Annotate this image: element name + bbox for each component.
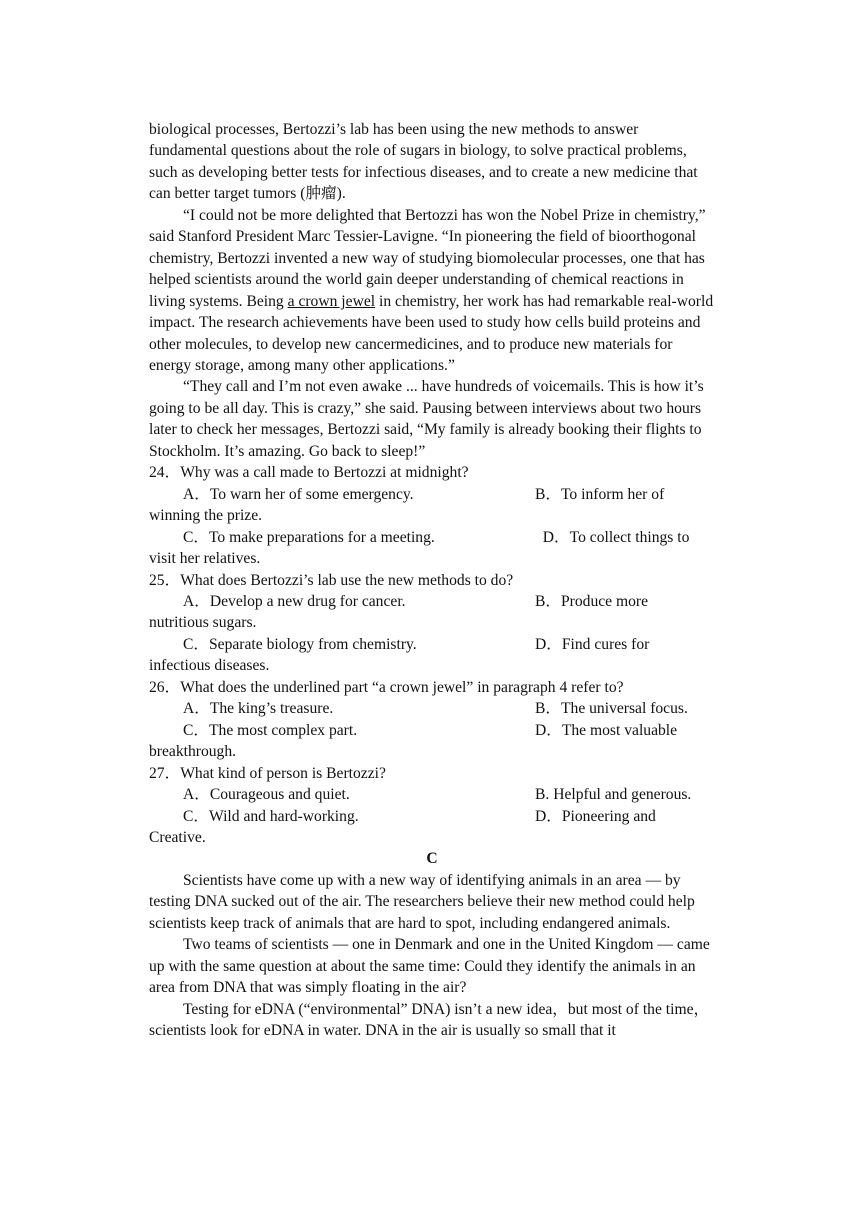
question-27-row-cd (149, 806, 715, 827)
section-c-paragraph-2: Two teams of scientists — one in Denmark and one in the United Kingdom — came up with the same question at about the same time: Could they identify the animals in an area from DNA that was simply floating in the air? (149, 936, 710, 997)
quote-text-after: in chemistry, her work has had remarkable real-world impact. The research achievements have been used to study how cells build proteins and other molecules, to develop new cancermedicines, and to produce new materials for energy storage, among many other applications.” (149, 292, 714, 374)
option-24-b: B．To inform her of (535, 485, 665, 503)
question-24-stem: 24．Why was a call made to Bertozzi at midnight? (149, 464, 469, 482)
paragraph-president-quote (149, 205, 715, 377)
section-c-heading: C (426, 850, 438, 868)
paragraph-voicemails: “They call and I’m not even awake ... have hundreds of voicemails. This is how it’s going to be all day. This is crazy,” she said. Pausing between interviews about two hours later to check her messages, Bertozzi said, “My family is already booking their flights to Stockholm. It’s amazing. Go back to sleep!” (149, 378, 704, 460)
question-27-row-ab (149, 784, 715, 805)
question-24-row-ab (149, 484, 715, 505)
question-27-stem: 27．What kind of person is Bertozzi? (149, 764, 386, 782)
option-27-d-continued: Creative. (149, 828, 206, 846)
option-26-b: B．The universal focus. (535, 700, 688, 718)
option-24-d: D．To collect things to (535, 528, 690, 546)
quote-text-before: “I could not be more delighted that Bertozzi has won the Nobel Prize in chemistry,” said Stanford President Marc Tessier-Lavigne. “In pioneering the field of bioorthogonal chemistry, Bertozzi invented a new way of studying biomolecular processes, one that has helped scientists around the world gain deeper understanding of chemical reactions in living systems. Being (149, 206, 706, 310)
underlined-crown-jewel: a crown jewel (287, 292, 376, 310)
option-25-d-continued: infectious diseases. (149, 657, 270, 675)
option-27-d: D．Pioneering and (535, 807, 656, 825)
option-27-a: A．Courageous and quiet. (183, 786, 350, 804)
option-24-c: C．To make preparations for a meeting. (183, 528, 435, 546)
document-page (149, 119, 715, 1041)
question-25-row-cd (149, 634, 715, 655)
option-25-c: C．Separate biology from chemistry. (183, 635, 417, 653)
option-25-a: A．Develop a new drug for cancer. (183, 592, 406, 610)
option-27-c: C．Wild and hard-working. (183, 807, 359, 825)
option-24-a: A．To warn her of some emergency. (183, 485, 414, 503)
question-26-row-ab (149, 698, 715, 719)
section-c-paragraph-3: Testing for eDNA (“environmental” DNA) isn’t a new idea，but most of the time，scientists look for eDNA in water. DNA in the air is usually so small that it (149, 1000, 710, 1040)
option-26-c: C．The most complex part. (183, 721, 358, 739)
option-26-a: A．The king’s treasure. (183, 700, 334, 718)
question-25-stem: 25．What does Bertozzi’s lab use the new methods to do? (149, 571, 514, 589)
question-24-row-cd (149, 527, 715, 548)
option-25-b: B．Produce more (535, 592, 649, 610)
paragraph-bertozzi-lab: biological processes, Bertozzi’s lab has been using the new methods to answer fundamental questions about the role of sugars in biology, to solve practical problems, such as developing better tests for infectious diseases, and to create a new medicine that can better target tumors (肿瘤). (149, 121, 698, 203)
option-24-d-continued: visit her relatives. (149, 550, 261, 568)
section-c-paragraph-1: Scientists have come up with a new way of identifying animals in an area — by testing DNA sucked out of the air. The researchers believe their new method could help scientists keep track of animals that are hard to spot, including endangered animals. (149, 871, 695, 932)
option-26-d: D．The most valuable (535, 721, 678, 739)
option-26-d-continued: breakthrough. (149, 743, 237, 761)
option-25-b-continued: nutritious sugars. (149, 614, 257, 632)
option-27-b: B. Helpful and generous. (535, 786, 692, 804)
question-26-row-cd (149, 720, 715, 741)
option-24-b-continued: winning the prize. (149, 507, 263, 525)
question-26-stem: 26．What does the underlined part “a crown jewel” in paragraph 4 refer to? (149, 678, 624, 696)
option-25-d: D．Find cures for (535, 635, 650, 653)
question-25-row-ab (149, 591, 715, 612)
